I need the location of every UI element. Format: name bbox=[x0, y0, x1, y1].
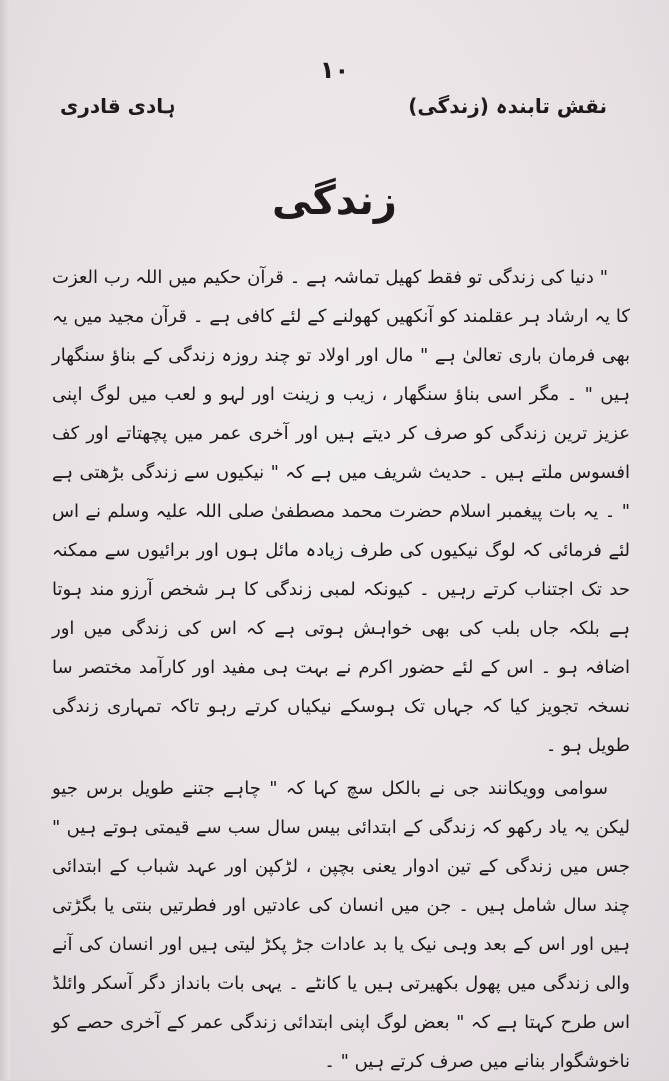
paragraph: سوامی وویکانند جی نے بالکل سچ کہا کہ " چاہے جتنے طویل برس جیو لیکن یہ یاد رکھو کہ زندگی کے ابتدائی بیس سال سب سے قیمتی ہوتے ہیں " جس میں زندگی کے تین ادوار یعنی بچپن ، لڑکپن اور عہد شباب کے ابتدائی چند سال شامل ہیں ۔ جن میں انسان کی عادتیں اور فطرتیں بنتی یا بگڑتی ہیں اور اس کے بعد وہی نیک یا بد عادات جڑ پکڑ لیتی ہیں اور انسان کی آنے والی زندگی میں پھول بکھیرتی ہیں یا کانٹے ۔ یہی بات بانداز دگر آسکر وائلڈ اس طرح کہتا ہے کہ " بعض لوگ اپنی ابتدائی زندگی عمر کے آخری حصے کو ناخوشگوار بنانے میں صرف کرتے ہیں " ۔ bbox=[52, 778, 630, 1072]
running-header-author: ہادی قادری bbox=[60, 94, 176, 118]
page-number: ۱۰ bbox=[319, 56, 350, 84]
running-header-book-title: نقش تابندہ (زندگی) bbox=[408, 94, 607, 118]
chapter-title: زندگی bbox=[272, 178, 397, 224]
paragraph: " دنیا کی زندگی تو فقط کھیل تماشہ ہے ۔ قرآن حکیم میں اللہ رب العزت کا یہ ارشاد ہر عقلمند کو آنکھیں کھولنے کے لئے کافی ہے ۔ قرآن مجید میں یہ بھی فرمان باری تعالیٰ ہے " مال اور اولاد تو چند روزہ زندگی کے بناؤ سنگھار ہیں " ۔ مگر اسی بناؤ سنگھار ، زیب و زینت اور لہو و لعب میں لوگ اپنی عزیز ترین زندگی کو صرف کر دیتے ہیں اور آخری عمر میں پچھتاتے اور کف افسوس ملتے ہیں ۔ حدیث شریف میں ہے کہ " نیکیوں سے زندگی بڑھتی ہے " ۔ یہ بات پیغمبر اسلام حضرت محمد مصطفیٰ صلی اللہ علیہ وسلم نے اس لئے فرمائی کہ لوگ نیکیوں کی طرف زیادہ مائل ہوں اور برائیوں سے ممکنہ حد تک اجتناب کرتے رہیں ۔ کیونکہ لمبی زندگی کا ہر شخص آرزو مند ہوتا ہے بلکہ جاں بلب کی بھی خواہش ہوتی ہے کہ اس کی زندگی میں اور اضافہ ہو ۔ اس کے لئے حضور اکرم نے بہت ہی مفید اور کارآمد مختصر سا نسخہ تجویز کیا کہ جہاں تک ہوسکے نیکیاں کرتے رہو تاکہ تمہاری زندگی طویل ہو ۔ bbox=[52, 267, 630, 756]
page-binding-edge bbox=[0, 0, 10, 1080]
body-text bbox=[52, 258, 630, 1072]
